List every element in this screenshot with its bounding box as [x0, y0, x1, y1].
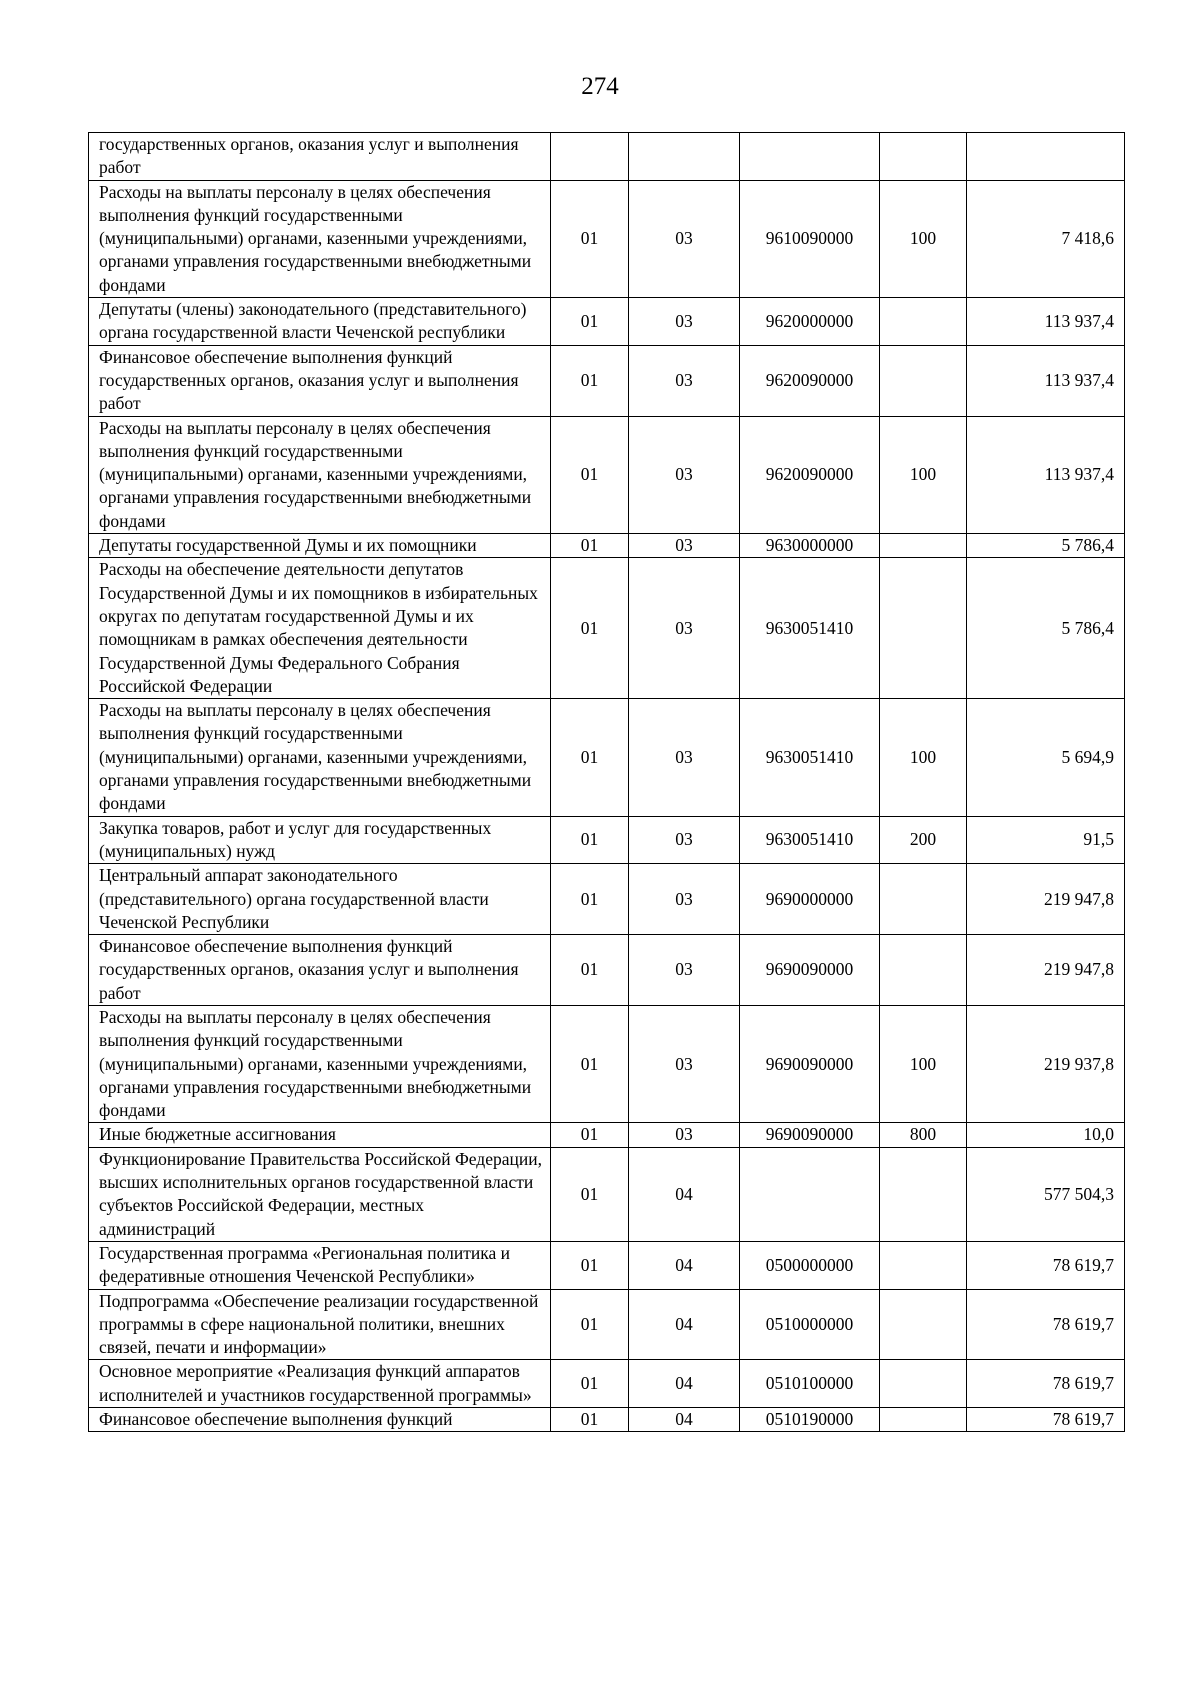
- row-subsection-cell: 03: [629, 298, 740, 346]
- row-expense-type-cell: 100: [880, 1005, 967, 1122]
- row-expense-type-cell: 100: [880, 180, 967, 297]
- row-name-cell: государственных органов, оказания услуг и выполнения работ: [89, 133, 551, 181]
- row-subsection-cell: 03: [629, 816, 740, 864]
- row-subsection-cell: 04: [629, 1408, 740, 1432]
- row-section-cell: 01: [551, 1123, 629, 1147]
- row-amount-cell: 7 418,6: [967, 180, 1125, 297]
- row-name-cell: Центральный аппарат законодательного (представительного) органа государственной власти Чеченской Республики: [89, 864, 551, 935]
- row-target-article-cell: 9690090000: [740, 1005, 880, 1122]
- row-subsection-cell: 03: [629, 1005, 740, 1122]
- row-amount-cell: 5 786,4: [967, 534, 1125, 558]
- row-section-cell: 01: [551, 345, 629, 416]
- row-target-article-cell: 0510000000: [740, 1289, 880, 1360]
- table-row: [89, 345, 1125, 416]
- row-name-cell: Финансовое обеспечение выполнения функций: [89, 1408, 551, 1432]
- row-target-article-cell: 9690000000: [740, 864, 880, 935]
- page-number: 274: [581, 73, 619, 100]
- row-subsection-cell: 03: [629, 1123, 740, 1147]
- row-amount-cell: 5 694,9: [967, 699, 1125, 816]
- row-expense-type-cell: [880, 558, 967, 699]
- row-subsection-cell: 03: [629, 534, 740, 558]
- row-section-cell: 01: [551, 1360, 629, 1408]
- row-subsection-cell: 03: [629, 864, 740, 935]
- row-target-article-cell: 9630000000: [740, 534, 880, 558]
- table-row: [89, 1360, 1125, 1408]
- table-row: [89, 1147, 1125, 1241]
- row-name-cell: Расходы на обеспечение деятельности депутатов Государственной Думы и их помощников в избирательных округах по депутатам государственной Думы и их помощникам в рамках обеспечения деятельности Государственной Думы Федерального Собрания Российской Федерации: [89, 558, 551, 699]
- table-row: [89, 416, 1125, 533]
- row-amount-cell: 78 619,7: [967, 1241, 1125, 1289]
- row-name-cell: Расходы на выплаты персоналу в целях обеспечения выполнения функций государственными (муниципальными) органами, казенными учреждениями, органами управления государственными внебюджетными фондами: [89, 416, 551, 533]
- row-target-article-cell: 0500000000: [740, 1241, 880, 1289]
- row-expense-type-cell: [880, 133, 967, 181]
- row-target-article-cell: [740, 133, 880, 181]
- row-expense-type-cell: 100: [880, 699, 967, 816]
- row-section-cell: 01: [551, 1005, 629, 1122]
- table-row: [89, 935, 1125, 1006]
- row-subsection-cell: 04: [629, 1360, 740, 1408]
- row-target-article-cell: 9610090000: [740, 180, 880, 297]
- row-section-cell: 01: [551, 416, 629, 533]
- row-name-cell: Иные бюджетные ассигнования: [89, 1123, 551, 1147]
- row-section-cell: [551, 133, 629, 181]
- row-expense-type-cell: 100: [880, 416, 967, 533]
- budget-table-body: [89, 133, 1125, 1432]
- row-section-cell: 01: [551, 1241, 629, 1289]
- table-row: [89, 298, 1125, 346]
- table-row: [89, 1289, 1125, 1360]
- row-expense-type-cell: 800: [880, 1123, 967, 1147]
- row-name-cell: Основное мероприятие «Реализация функций аппаратов исполнителей и участников государственной программы»: [89, 1360, 551, 1408]
- table-row: [89, 558, 1125, 699]
- row-name-cell: Подпрограмма «Обеспечение реализации государственной программы в сфере национальной политики, внешних связей, печати и информации»: [89, 1289, 551, 1360]
- row-section-cell: 01: [551, 864, 629, 935]
- row-expense-type-cell: [880, 935, 967, 1006]
- row-section-cell: 01: [551, 298, 629, 346]
- row-amount-cell: 219 937,8: [967, 1005, 1125, 1122]
- row-amount-cell: 10,0: [967, 1123, 1125, 1147]
- row-subsection-cell: 03: [629, 345, 740, 416]
- row-amount-cell: 113 937,4: [967, 345, 1125, 416]
- row-amount-cell: 219 947,8: [967, 864, 1125, 935]
- row-target-article-cell: [740, 1147, 880, 1241]
- row-subsection-cell: 03: [629, 558, 740, 699]
- row-amount-cell: 577 504,3: [967, 1147, 1125, 1241]
- row-target-article-cell: 9620090000: [740, 416, 880, 533]
- row-expense-type-cell: [880, 1241, 967, 1289]
- row-section-cell: 01: [551, 1289, 629, 1360]
- row-name-cell: Депутаты (члены) законодательного (представительного) органа государственной власти Чеченской республики: [89, 298, 551, 346]
- row-amount-cell: 91,5: [967, 816, 1125, 864]
- row-section-cell: 01: [551, 558, 629, 699]
- row-subsection-cell: 04: [629, 1147, 740, 1241]
- row-target-article-cell: 9690090000: [740, 935, 880, 1006]
- row-expense-type-cell: [880, 298, 967, 346]
- row-target-article-cell: 9620090000: [740, 345, 880, 416]
- table-row: [89, 534, 1125, 558]
- row-target-article-cell: 9630051410: [740, 558, 880, 699]
- row-section-cell: 01: [551, 699, 629, 816]
- table-row: [89, 864, 1125, 935]
- row-name-cell: Расходы на выплаты персоналу в целях обеспечения выполнения функций государственными (муниципальными) органами, казенными учреждениями, органами управления государственными внебюджетными фондами: [89, 699, 551, 816]
- row-target-article-cell: 9690090000: [740, 1123, 880, 1147]
- row-amount-cell: 113 937,4: [967, 416, 1125, 533]
- row-amount-cell: 78 619,7: [967, 1408, 1125, 1432]
- row-name-cell: Расходы на выплаты персоналу в целях обеспечения выполнения функций государственными (муниципальными) органами, казенными учреждениями, органами управления государственными внебюджетными фондами: [89, 1005, 551, 1122]
- row-target-article-cell: 9630051410: [740, 816, 880, 864]
- row-section-cell: 01: [551, 816, 629, 864]
- table-row: [89, 1123, 1125, 1147]
- table-row: [89, 1241, 1125, 1289]
- row-name-cell: Депутаты государственной Думы и их помощники: [89, 534, 551, 558]
- table-row: [89, 133, 1125, 181]
- row-target-article-cell: 9620000000: [740, 298, 880, 346]
- row-expense-type-cell: 200: [880, 816, 967, 864]
- table-row: [89, 180, 1125, 297]
- row-subsection-cell: [629, 133, 740, 181]
- table-row: [89, 816, 1125, 864]
- row-target-article-cell: 0510190000: [740, 1408, 880, 1432]
- row-amount-cell: 219 947,8: [967, 935, 1125, 1006]
- row-amount-cell: [967, 133, 1125, 181]
- row-section-cell: 01: [551, 935, 629, 1006]
- row-amount-cell: 5 786,4: [967, 558, 1125, 699]
- row-name-cell: Финансовое обеспечение выполнения функций государственных органов, оказания услуг и выполнения работ: [89, 935, 551, 1006]
- row-amount-cell: 78 619,7: [967, 1289, 1125, 1360]
- row-subsection-cell: 04: [629, 1289, 740, 1360]
- row-expense-type-cell: [880, 1289, 967, 1360]
- row-amount-cell: 78 619,7: [967, 1360, 1125, 1408]
- table-row: [89, 1005, 1125, 1122]
- row-target-article-cell: 0510100000: [740, 1360, 880, 1408]
- row-expense-type-cell: [880, 1360, 967, 1408]
- row-expense-type-cell: [880, 1147, 967, 1241]
- row-subsection-cell: 03: [629, 180, 740, 297]
- row-expense-type-cell: [880, 345, 967, 416]
- row-subsection-cell: 03: [629, 416, 740, 533]
- row-expense-type-cell: [880, 1408, 967, 1432]
- row-amount-cell: 113 937,4: [967, 298, 1125, 346]
- budget-table: [88, 132, 1125, 1432]
- row-expense-type-cell: [880, 534, 967, 558]
- row-subsection-cell: 04: [629, 1241, 740, 1289]
- table-row: [89, 1408, 1125, 1432]
- row-name-cell: Расходы на выплаты персоналу в целях обеспечения выполнения функций государственными (муниципальными) органами, казенными учреждениями, органами управления государственными внебюджетными фондами: [89, 180, 551, 297]
- row-expense-type-cell: [880, 864, 967, 935]
- row-name-cell: Государственная программа «Региональная политика и федеративные отношения Чеченской Республики»: [89, 1241, 551, 1289]
- row-section-cell: 01: [551, 534, 629, 558]
- row-name-cell: Закупка товаров, работ и услуг для государственных (муниципальных) нужд: [89, 816, 551, 864]
- row-name-cell: Финансовое обеспечение выполнения функций государственных органов, оказания услуг и выполнения работ: [89, 345, 551, 416]
- row-subsection-cell: 03: [629, 935, 740, 1006]
- row-name-cell: Функционирование Правительства Российской Федерации, высших исполнительных органов государственной власти субъектов Российской Федерации, местных администраций: [89, 1147, 551, 1241]
- row-section-cell: 01: [551, 1147, 629, 1241]
- row-target-article-cell: 9630051410: [740, 699, 880, 816]
- table-row: [89, 699, 1125, 816]
- row-section-cell: 01: [551, 1408, 629, 1432]
- row-subsection-cell: 03: [629, 699, 740, 816]
- row-section-cell: 01: [551, 180, 629, 297]
